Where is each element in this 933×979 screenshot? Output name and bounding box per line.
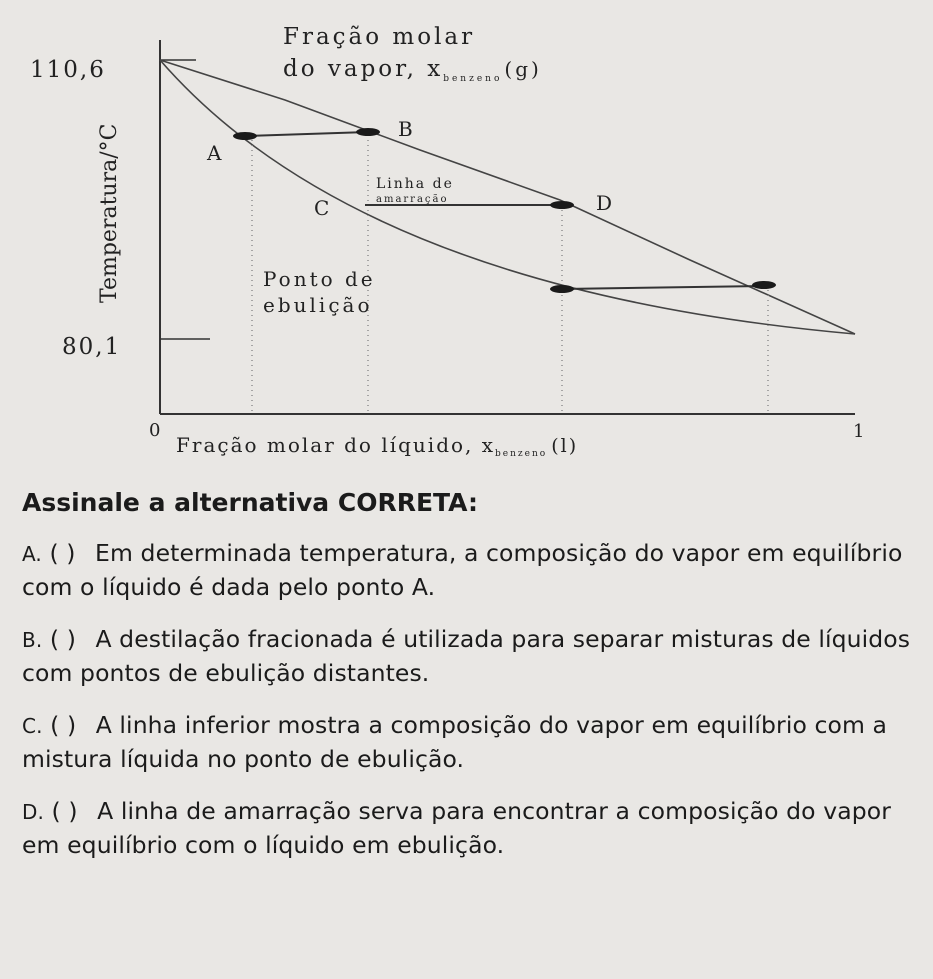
question-block xyxy=(22,480,922,881)
tie-line-lower xyxy=(562,286,764,289)
tie-line-label-2: amarração xyxy=(376,194,449,205)
option-text: Em determinada temperatura, a composição do vapor em equilíbrio com o líquido é dada pelo ponto A. xyxy=(22,539,903,601)
option-checkbox[interactable]: ( ) xyxy=(49,539,76,567)
option-checkbox[interactable]: ( ) xyxy=(51,797,78,825)
option-text: A linha de amarração serva para encontrar a composição do vapor em equilíbrio com o líquido em ebulição. xyxy=(22,797,891,859)
boiling-label-1: Ponto de xyxy=(263,267,376,291)
title-line-2: do vapor, $x_{benzeno}$ (g) xyxy=(283,56,542,84)
option-letter: D. xyxy=(22,800,44,824)
title-phase: (g) xyxy=(504,57,542,81)
point-a-marker xyxy=(233,132,257,140)
x-phase: (l) xyxy=(551,435,579,457)
lower-left-marker xyxy=(550,285,574,293)
point-a-label: A xyxy=(207,141,222,165)
x-axis-label: Fração molar do líquido, $x_{benzeno}$ (l) xyxy=(176,433,579,459)
option-letter: A. xyxy=(22,542,42,566)
option-checkbox[interactable]: ( ) xyxy=(49,625,76,653)
option-c[interactable] xyxy=(22,709,922,776)
option-checkbox[interactable]: ( ) xyxy=(50,711,77,739)
phase-diagram xyxy=(0,0,933,470)
x-subscript: benzeno xyxy=(495,449,548,459)
option-a[interactable] xyxy=(22,537,922,604)
point-b-label: B xyxy=(398,117,413,141)
x-max-label: 1 xyxy=(853,421,865,442)
point-c-label: C xyxy=(314,196,330,220)
option-b[interactable] xyxy=(22,623,922,690)
point-d-marker xyxy=(550,201,574,209)
option-letter: C. xyxy=(22,714,43,738)
option-text: A linha inferior mostra a composição do vapor em equilíbrio com a mistura líquida no ponto de ebulição. xyxy=(22,711,888,773)
title-line-1: Fração molar xyxy=(283,24,476,50)
tie-line-ab xyxy=(245,132,368,136)
point-d-label: D xyxy=(596,191,613,215)
option-d[interactable] xyxy=(22,795,922,862)
boiling-label-2: ebulição xyxy=(263,293,373,317)
lower-right-marker xyxy=(752,281,776,289)
y-axis-label: Temperatura/°C xyxy=(97,123,122,303)
y-bottom-value: 80,1 xyxy=(62,334,122,360)
tie-line-label-1: Linha de xyxy=(376,176,454,192)
point-b-marker xyxy=(356,128,380,136)
question-prompt: Assinale a alternativa CORRETA: xyxy=(22,488,478,517)
option-text: A destilação fracionada é utilizada para separar misturas de líquidos com pontos de ebulição distantes. xyxy=(22,625,911,687)
option-letter: B. xyxy=(22,628,43,652)
x-min-label: 0 xyxy=(149,420,161,441)
y-top-value: 110,6 xyxy=(30,57,106,83)
title-subscript: benzeno xyxy=(443,74,503,84)
